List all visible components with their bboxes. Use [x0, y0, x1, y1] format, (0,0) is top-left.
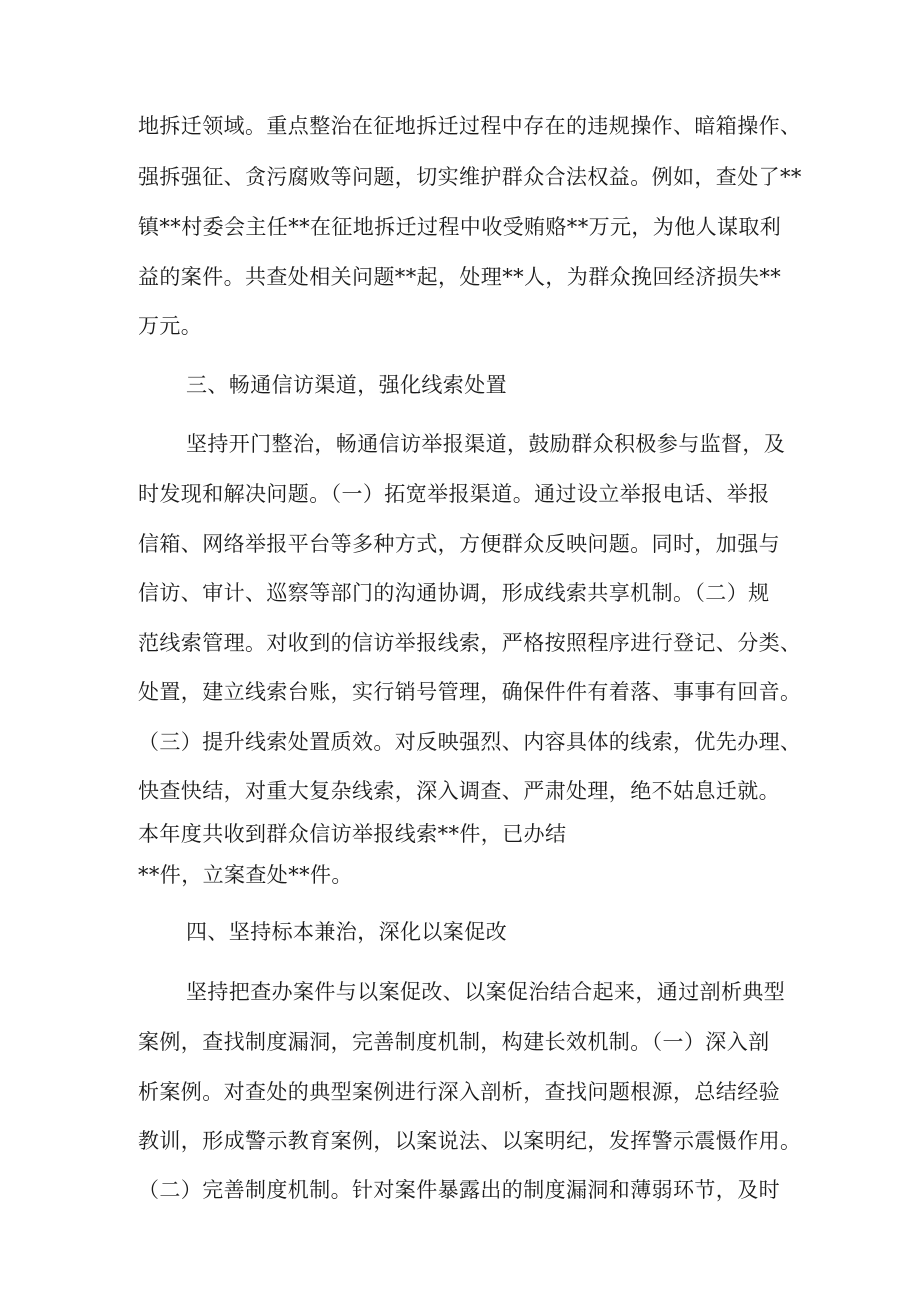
body-text-line: 坚持开门整治，畅通信访举报渠道，鼓励群众积极参与监督，及 — [186, 432, 786, 456]
section-heading: 四、坚持标本兼治，深化以案促改 — [186, 920, 507, 944]
body-text-line: 信访、审计、巡察等部门的沟通协调，形成线索共享机制。（二）规 — [138, 581, 770, 605]
body-text-line: 范线索管理。对收到的信访举报线索，严格按照程序进行登记、分类、 — [138, 631, 802, 655]
body-text-line: 强拆强征、贪污腐败等问题，切实维护群众合法权益。例如，查处了** — [138, 165, 802, 189]
body-text-line: （二）完善制度机制。针对案件暴露出的制度漏洞和薄弱环节，及时 — [138, 1178, 780, 1202]
body-text-line: 快查快结，对重大复杂线索，深入调查、严肃处理，绝不姑息迁就。 — [138, 779, 780, 803]
body-text-line: 信箱、网络举报平台等多种方式，方便群众反映问题。同时，加强与 — [138, 532, 780, 556]
body-text-line: 万元。 — [138, 314, 203, 338]
body-text-line: 坚持把查办案件与以案促改、以案促治结合起来，通过剖析典型 — [186, 980, 786, 1004]
body-text-line: 案例，查找制度漏洞，完善制度机制，构建长效机制。（一）深入剖 — [138, 1030, 770, 1054]
body-text-line: 镇**村委会主任**在征地拆迁过程中收受贿赂**万元，为他人谋取利 — [138, 215, 782, 239]
body-text-line: 析案例。对查处的典型案例进行深入剖析，查找问题根源，总结经验 — [138, 1080, 780, 1104]
body-text-line: 时发现和解决问题。（一）拓宽举报渠道。通过设立举报电话、举报 — [138, 482, 770, 506]
body-text-line: 处置，建立线索台账，实行销号管理，确保件件有着落、事事有回音。 — [138, 680, 802, 704]
body-text-line: 本年度共收到群众信访举报线索**件，已办结 — [138, 822, 567, 846]
body-text-line: （三）提升线索处置质效。对反映强烈、内容具体的线索，优先办理、 — [138, 730, 802, 754]
body-text-line: 益的案件。共查处相关问题**起，处理**人，为群众挽回经济损失** — [138, 265, 782, 289]
body-text-line: 地拆迁领域。重点整治在征地拆迁过程中存在的违规操作、暗箱操作、 — [138, 114, 802, 138]
body-text-line: 教训，形成警示教育案例，以案说法、以案明纪，发挥警示震慑作用。 — [138, 1129, 802, 1153]
body-text-line: **件，立案查处**件。 — [138, 863, 353, 887]
section-heading: 三、畅通信访渠道，强化线索处置 — [186, 373, 507, 397]
